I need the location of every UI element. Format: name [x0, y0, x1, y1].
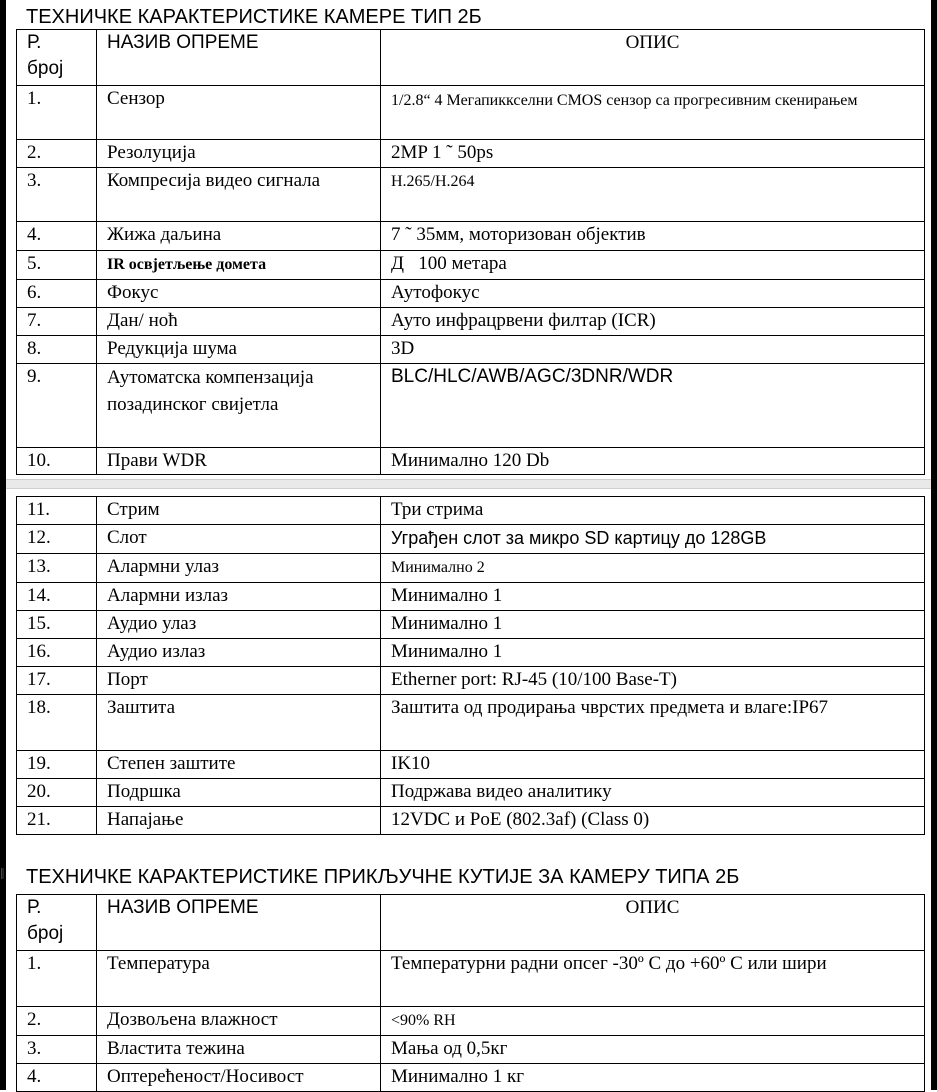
- row-num: 1.: [17, 86, 97, 140]
- row-name: Стрим: [97, 497, 381, 525]
- row-name: Сензор: [97, 86, 381, 140]
- row-num: 21.: [17, 807, 97, 835]
- row-name: Подршка: [97, 779, 381, 807]
- header-num: Р. број: [17, 30, 97, 86]
- row-name: Компресија видео сигнала: [97, 168, 381, 222]
- header-num: Р. број: [17, 895, 97, 951]
- row-desc: Минимално 120 Db: [381, 448, 925, 475]
- table-row: [17, 525, 925, 554]
- table-row: [17, 168, 925, 222]
- row-name: Алармни излаз: [97, 583, 381, 611]
- row-name: Слот: [97, 525, 381, 554]
- table-row: [17, 583, 925, 611]
- table-header-row: [17, 30, 925, 86]
- table-row: [17, 695, 925, 751]
- row-desc: Д 100 метара: [381, 251, 925, 280]
- page-break: [6, 479, 931, 489]
- table-row: [17, 448, 925, 475]
- row-desc: Уграђен слот за микро SD картицу до 128GB: [381, 525, 925, 554]
- row-num: 20.: [17, 779, 97, 807]
- section2-title: ТЕХНИЧКЕ КАРАКТЕРИСТИКЕ ПРИКЉУЧНЕ КУТИЈЕ ЗА КАМЕРУ ТИПА 2Б: [26, 866, 740, 888]
- row-name: Дан/ ноћ: [97, 308, 381, 336]
- row-desc: 1/2.8“ 4 Мегапиккселни CMOS сензор са прогресивним скенирањем: [381, 86, 925, 140]
- row-desc: 7 ˜ 35мм, моторизован објектив: [381, 222, 925, 251]
- row-num: 3.: [17, 1036, 97, 1064]
- table-row: [17, 807, 925, 835]
- row-desc: H.265/H.264: [381, 168, 925, 222]
- table-row: [17, 779, 925, 807]
- row-num: 7.: [17, 308, 97, 336]
- table-row: [17, 1064, 925, 1092]
- row-num: 4.: [17, 1064, 97, 1092]
- row-num: 2.: [17, 140, 97, 168]
- row-name: Аудио излаз: [97, 639, 381, 667]
- table-row: [17, 222, 925, 251]
- row-num: 11.: [17, 497, 97, 525]
- row-name: Порт: [97, 667, 381, 695]
- row-desc: 3D: [381, 336, 925, 364]
- row-name: Жижа даљина: [97, 222, 381, 251]
- row-name: Температура: [97, 951, 381, 1007]
- row-name: Алармни улаз: [97, 554, 381, 583]
- table-row: [17, 1007, 925, 1036]
- row-num: 12.: [17, 525, 97, 554]
- table-row: [17, 140, 925, 168]
- row-num: 1.: [17, 951, 97, 1007]
- header-desc: ОПИС: [381, 895, 925, 951]
- header-name: НАЗИВ ОПРЕМЕ: [97, 895, 381, 951]
- paragraph-mark-icon: ‖: [0, 866, 5, 883]
- row-name: Степен заштите: [97, 751, 381, 779]
- row-num: 3.: [17, 168, 97, 222]
- row-name: Заштита: [97, 695, 381, 751]
- table-row: [17, 751, 925, 779]
- table-row: [17, 497, 925, 525]
- header-desc: ОПИС: [381, 30, 925, 86]
- row-desc: Минимално 1: [381, 639, 925, 667]
- row-name: Аутоматска компензација позадинског свијетла: [97, 364, 381, 448]
- row-desc: <90% RH: [381, 1007, 925, 1036]
- row-num: 19.: [17, 751, 97, 779]
- table-row: [17, 1036, 925, 1064]
- row-name: Редукција шума: [97, 336, 381, 364]
- row-name: Прави WDR: [97, 448, 381, 475]
- section1-title: ТЕХНИЧКЕ КАРАКТЕРИСТИКЕ КАМЕРЕ ТИП 2Б: [26, 6, 482, 28]
- table-header-row: [17, 895, 925, 951]
- row-desc: Аутофокус: [381, 280, 925, 308]
- row-desc: Минимално 1: [381, 611, 925, 639]
- row-name: Властита тежина: [97, 1036, 381, 1064]
- table-row: [17, 308, 925, 336]
- row-name: Аудио улаз: [97, 611, 381, 639]
- page-edge-right: [931, 0, 937, 1090]
- table-row: [17, 251, 925, 280]
- junction-box-spec-table: [16, 894, 925, 1092]
- row-num: 9.: [17, 364, 97, 448]
- row-name: Оптерећеност/Носивост: [97, 1064, 381, 1092]
- row-desc: 12VDC и PoE (802.3af) (Class 0): [381, 807, 925, 835]
- table-row: [17, 667, 925, 695]
- row-num: 15.: [17, 611, 97, 639]
- row-num: 14.: [17, 583, 97, 611]
- row-name: Фокус: [97, 280, 381, 308]
- table-row: [17, 280, 925, 308]
- camera-spec-table-part1: [16, 29, 925, 475]
- table-row: [17, 951, 925, 1007]
- table-row: [17, 554, 925, 583]
- table-row: [17, 364, 925, 448]
- row-name: Резолуција: [97, 140, 381, 168]
- row-desc: Мања од 0,5кг: [381, 1036, 925, 1064]
- page-edge-left: [0, 0, 6, 1090]
- row-desc: BLC/HLC/AWB/AGC/3DNR/WDR: [381, 364, 925, 448]
- table-row: [17, 639, 925, 667]
- row-desc: IK10: [381, 751, 925, 779]
- row-num: 6.: [17, 280, 97, 308]
- row-desc: Минимално 1: [381, 583, 925, 611]
- row-num: 17.: [17, 667, 97, 695]
- row-num: 8.: [17, 336, 97, 364]
- camera-spec-table-part2: [16, 496, 925, 835]
- row-name: Дозвољена влажност: [97, 1007, 381, 1036]
- table-row: [17, 336, 925, 364]
- row-desc: Температурни радни опсег -30º C до +60º C или шири: [381, 951, 925, 1007]
- row-num: 5.: [17, 251, 97, 280]
- row-num: 2.: [17, 1007, 97, 1036]
- row-desc: 2MP 1 ˜ 50ps: [381, 140, 925, 168]
- row-num: 4.: [17, 222, 97, 251]
- row-desc: Минимално 1 кг: [381, 1064, 925, 1092]
- row-desc: Три стрима: [381, 497, 925, 525]
- row-name: Напајање: [97, 807, 381, 835]
- row-num: 16.: [17, 639, 97, 667]
- table-row: [17, 86, 925, 140]
- row-desc: Etherner port: RJ-45 (10/100 Base-T): [381, 667, 925, 695]
- row-num: 13.: [17, 554, 97, 583]
- table-row: [17, 611, 925, 639]
- row-desc: Минимално 2: [381, 554, 925, 583]
- row-num: 10.: [17, 448, 97, 475]
- row-num: 18.: [17, 695, 97, 751]
- row-name: IR освјетљење домета: [97, 251, 381, 280]
- row-desc: Подржава видео аналитику: [381, 779, 925, 807]
- row-desc: Заштита од продирања чврстих предмета и влаге:IP67: [381, 695, 925, 751]
- header-name: НАЗИВ ОПРЕМЕ: [97, 30, 381, 86]
- row-desc: Ауто инфрацрвени филтар (ICR): [381, 308, 925, 336]
